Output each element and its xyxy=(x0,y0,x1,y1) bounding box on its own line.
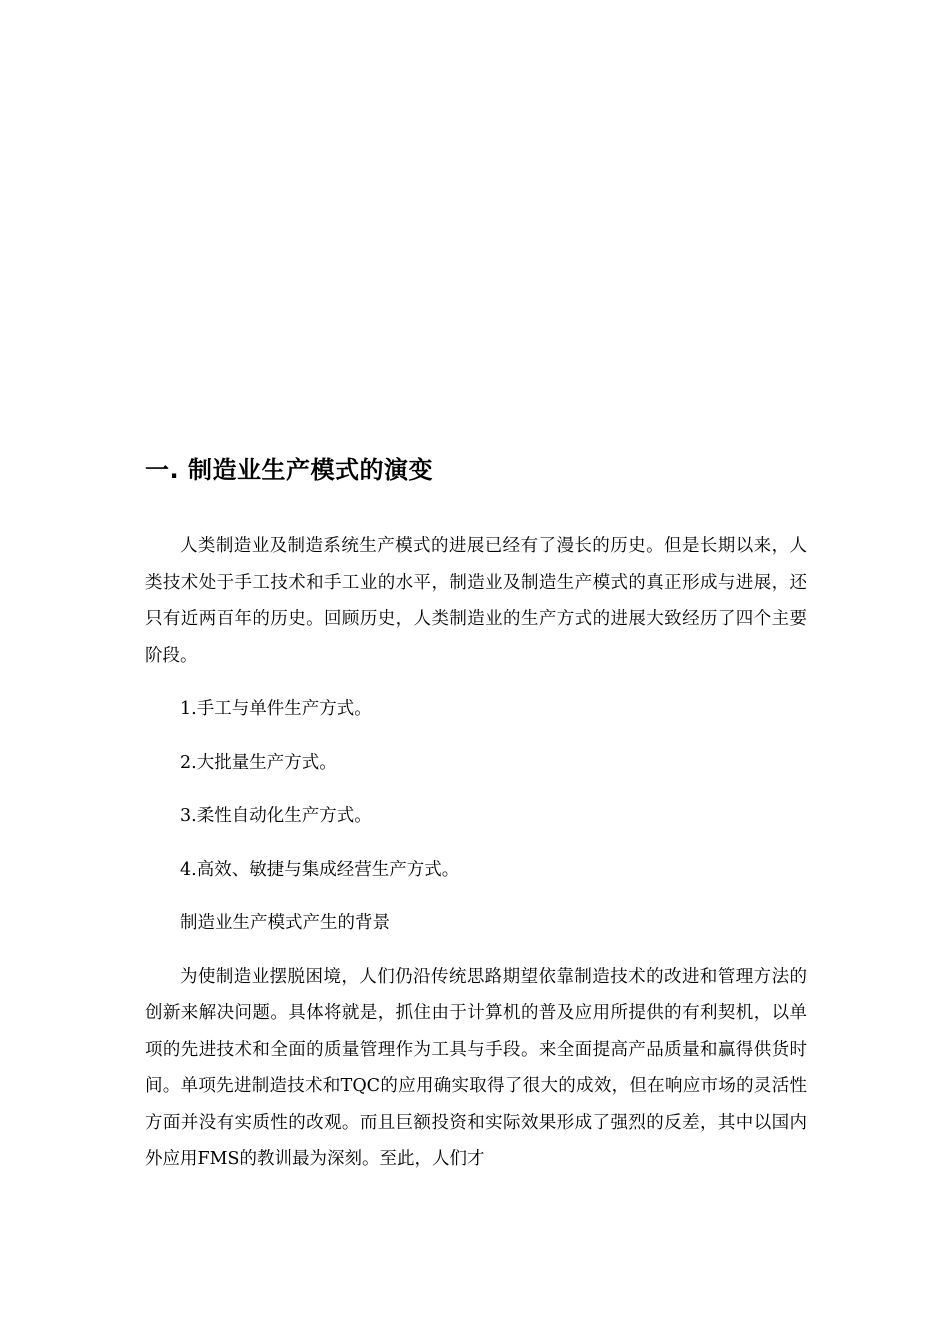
intro-paragraph: 人类制造业及制造系统生产模式的进展已经有了漫长的历史。但是长期以来，人类技术处于手工技术和手工业的水平，制造业及制造生产模式的真正形成与进展，还只有近两百年的历史。回顾历史，人类制造业的生产方式的进展大致经历了四个主要阶段。 xyxy=(145,536,807,666)
stage-item-1: 1.手工与单件生产方式。 xyxy=(180,699,372,719)
section-heading: 一. 制造业生产模式的演变 xyxy=(145,456,433,484)
document-body xyxy=(145,448,807,1195)
background-subheading: 制造业生产模式产生的背景 xyxy=(180,913,390,933)
stage-item-2: 2.大批量生产方式。 xyxy=(180,752,337,773)
stage-item-4: 4.高效、敏捷与集成经营生产方式。 xyxy=(180,859,460,880)
background-paragraph: 为使制造业摆脱困境，人们仍沿传统思路期望依靠制造技术的改进和管理方法的创新来解决问题。具体将就是，抓住由于计算机的普及应用所提供的有利契机，以单项的先进技术和全面的质量管理作为工具与手段。来全面提高产品质量和赢得供货时间。单项先进制造技术和TQC的应用确实取得了很大的成效，但在响应市场的灵活性方面并没有实质性的改观。而且巨额投资和实际效果形成了强烈的反差，其中以国内外应用FMS的教训最为深刻。至此，人们才 xyxy=(145,966,807,1169)
stage-item-3: 3.柔性自动化生产方式。 xyxy=(180,806,372,826)
